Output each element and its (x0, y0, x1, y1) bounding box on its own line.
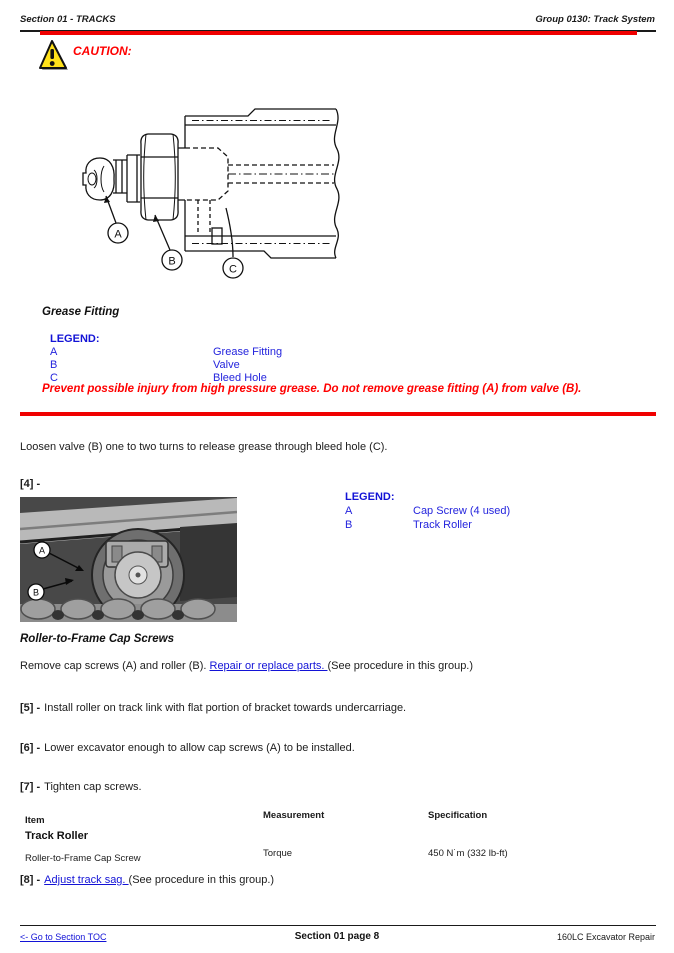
step-text: Lower excavator enough to allow cap screws (A) to be installed. (44, 742, 355, 754)
step-number: [4] - (20, 478, 41, 490)
paragraph-text: (See procedure in this group.) (327, 660, 474, 672)
step-8 (20, 874, 650, 886)
legend-key: A (50, 346, 58, 358)
footer-toc-link[interactable]: <- Go to Section TOC (20, 932, 107, 942)
figure1-warning-text: Prevent possible injury from high pressure grease. Do not remove grease fitting (A) from valve (B). (42, 383, 582, 395)
caution-label: CAUTION: (73, 44, 132, 58)
legend-value: Valve (213, 359, 240, 371)
paragraph-loosen-valve: Loosen valve (B) one to two turns to release grease through bleed hole (C). (20, 441, 388, 453)
caution-warning-icon (38, 40, 68, 72)
legend-value: Grease Fitting (213, 346, 283, 358)
cell-item: Roller-to-Frame Cap Screw (25, 853, 141, 864)
step-number: [7] - (20, 781, 41, 793)
paragraph-text: Remove cap screws (A) and roller (B). (20, 660, 210, 672)
step-number: [5] - (20, 702, 41, 714)
col-header-item: Item (25, 815, 45, 826)
figure2-legend-title: LEGEND: (345, 491, 395, 503)
cell-specification: 450 N˙m (332 lb-ft) (428, 848, 508, 859)
header-group-title: Group 0130: Track System (535, 14, 655, 25)
legend-value: Cap Screw (4 used) (413, 505, 511, 517)
legend-row (50, 346, 282, 359)
diagram-callout-a: A (114, 228, 122, 241)
section-divider-red (20, 412, 656, 416)
step-6 (20, 742, 650, 754)
col-header-specification: Specification (428, 810, 488, 821)
step-text: Install roller on track link with flat portion of bracket towards undercarriage. (44, 702, 407, 714)
step-4-label (20, 478, 44, 490)
legend-key: B (345, 519, 353, 531)
header-rule-red (40, 31, 637, 35)
adjust-track-sag-link[interactable]: Adjust track sag. (44, 874, 129, 886)
diagram-callout-b: B (168, 255, 176, 268)
legend-value: Track Roller (413, 519, 472, 531)
photo-callout-b: B (32, 587, 40, 598)
legend-value: Bleed Hole (213, 372, 267, 384)
legend-key: C (50, 372, 58, 384)
spec-table-data-row (25, 848, 650, 864)
diagram-callout-c: C (229, 263, 237, 276)
spec-table-header-row (25, 810, 650, 826)
step-5 (20, 702, 650, 714)
step-text: (See procedure in this group.) (128, 874, 275, 886)
track-roller-photo (20, 497, 237, 622)
cell-measurement: Torque (263, 848, 293, 859)
paragraph-remove-roller (20, 660, 650, 672)
footer-rule (20, 925, 656, 926)
spec-table (25, 810, 650, 864)
col-header-measurement: Measurement (263, 810, 325, 821)
spec-table-group-row: Track Roller (25, 830, 88, 842)
photo-callout-a: A (38, 545, 46, 556)
step-number: [6] - (20, 742, 41, 754)
footer-page-number: Section 01 page 8 (294, 931, 380, 942)
step-text: Tighten cap screws. (44, 781, 142, 793)
header-section-title: Section 01 - TRACKS (20, 14, 116, 25)
figure2-caption: Roller-to-Frame Cap Screws (20, 633, 175, 645)
legend-key: A (345, 505, 353, 517)
footer-manual-title: 160LC Excavator Repair (556, 932, 655, 942)
legend-key: B (50, 359, 58, 371)
figure2-legend (345, 504, 510, 532)
legend-row (50, 359, 282, 372)
step-number: [8] - (20, 874, 41, 886)
grease-fitting-diagram (80, 82, 350, 297)
figure1-legend (50, 346, 282, 385)
figure1-title: Grease Fitting (42, 306, 120, 318)
step-7 (20, 781, 650, 793)
repair-replace-link[interactable]: Repair or replace parts. (209, 660, 328, 672)
figure1-legend-title: LEGEND: (50, 333, 100, 345)
legend-row (345, 504, 510, 518)
legend-row (345, 518, 510, 532)
